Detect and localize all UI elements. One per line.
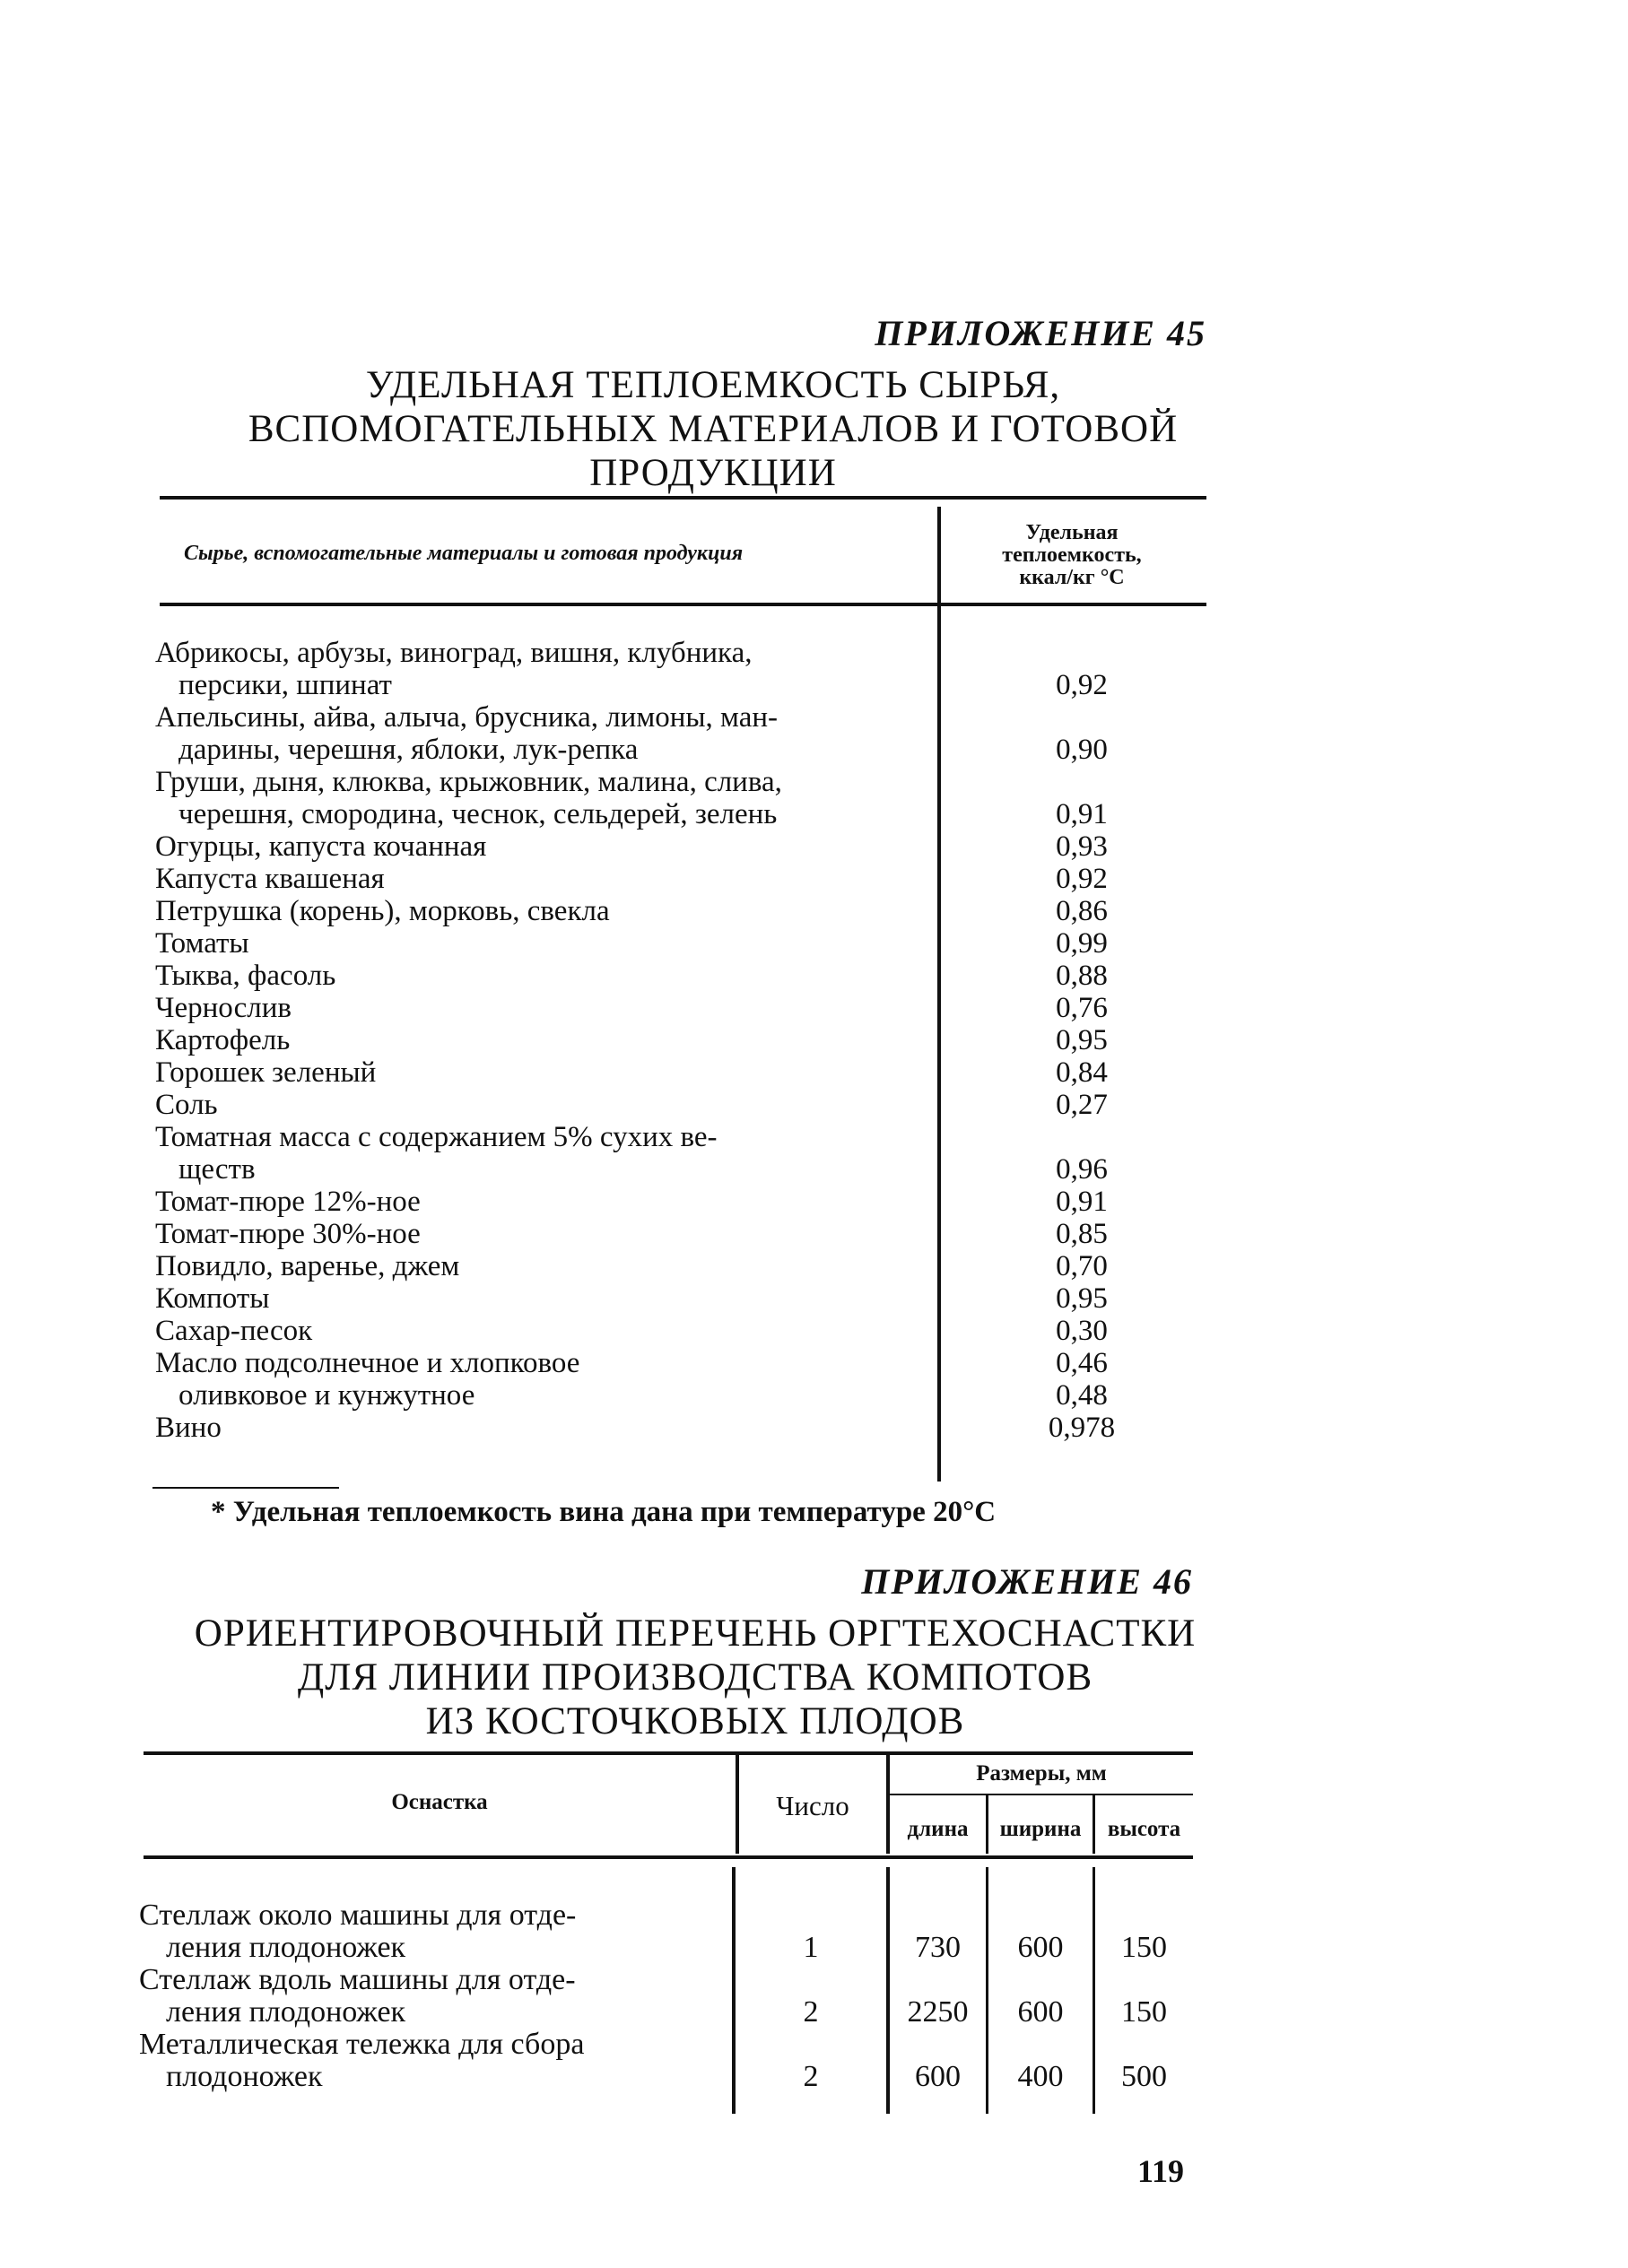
row-value: 0,95 [1056,1282,1108,1315]
row-value: 0,92 [1056,863,1108,895]
title-line: УДЕЛЬНАЯ ТЕПЛОЕМКОСТЬ СЫРЬЯ, [365,364,1061,406]
row-value: 0,91 [1056,1186,1108,1218]
row-value: 0,93 [1056,830,1108,863]
row-name: Тыква, фасоль [155,960,336,992]
header-line: Удельная [1025,521,1119,544]
row-value: 0,88 [1056,960,1108,992]
row-height: 500 [1121,2060,1167,2093]
row-name: Томатная масса с содержанием 5% сухих ве- ществ [155,1121,718,1186]
row-name: Масло подсолнечное и хлопковое [155,1347,580,1379]
appendix-46-label: ПРИЛОЖЕНИЕ 46 [861,1561,1193,1602]
header-line: ккал/кг °С [1019,566,1125,589]
row-width: 400 [1017,2060,1064,2093]
row-name: Томат-пюре 30%-ное [155,1218,421,1250]
row-value: 0,70 [1056,1250,1108,1282]
row-length: 2250 [907,1995,969,2029]
row-value: 0,85 [1056,1218,1108,1250]
footnote: * Удельная теплоемкость вина дана при температуре 20°С [211,1496,997,1528]
dims-group-rule [890,1794,1193,1795]
column-header-dimensions: Размеры, мм [976,1761,1107,1786]
row-count: 1 [803,1931,819,1964]
table-header-rule [160,603,1206,606]
row-name: Огурцы, капуста кочанная [155,830,487,863]
appendix-45-label: ПРИЛОЖЕНИЕ 45 [875,313,1206,353]
row-name: Стеллаж вдоль машины для отде- ления плодоножек [139,1963,576,2029]
footnote-rule [152,1487,339,1489]
column-header-materials: Сырье, вспомогательные материалы и готовая продукция [184,542,744,565]
title-line: ПРОДУКЦИИ [589,452,837,494]
row-name: Металлическая тележка для сбора плодоножек [139,2028,585,2093]
row-name: Чернослив [155,992,292,1024]
table-row [155,637,1206,701]
column-header-width: ширина [999,1817,1082,1841]
row-name: Повидло, варенье, джем [155,1250,460,1282]
column-header-heat-capacity [969,522,1175,589]
row-value: 0,978 [1048,1412,1116,1444]
row-length: 600 [915,2060,961,2093]
row-name: Томат-пюре 12%-ное [155,1186,421,1218]
column-header-height: высота [1107,1817,1181,1841]
row-name: Вино [155,1412,222,1444]
title-line: ДЛЯ ЛИНИИ ПРОИЗВОДСТВА КОМПОТОВ [297,1656,1093,1699]
table-row [0,2029,1193,2093]
row-value: 0,84 [1056,1056,1108,1089]
row-value: 0,46 [1056,1347,1108,1379]
row-value: 0,27 [1056,1089,1108,1121]
row-value: 0,96 [1056,1153,1108,1186]
row-count: 2 [803,1995,819,2029]
row-name: Груши, дыня, клюква, крыжовник, малина, слива, черешня, смородина, чеснок, сельдерей, зелень [155,766,782,830]
appendix-46-title [179,1612,1211,1743]
row-name: Компоты [155,1282,270,1315]
table-row [0,1899,1193,1964]
row-name: Горошек зеленый [155,1056,377,1089]
row-value: 0,90 [1056,734,1108,766]
row-height: 150 [1121,1931,1167,1964]
row-name: оливковое и кунжутное [178,1379,475,1412]
row-name: Сахар-песок [155,1315,313,1347]
row-value: 0,91 [1056,798,1108,830]
row-value: 0,99 [1056,927,1108,960]
column-header-length: длина [907,1817,969,1841]
table-row [155,766,1206,830]
row-value: 0,86 [1056,895,1108,927]
row-name: Петрушка (корень), морковь, свекла [155,895,610,927]
title-line: ВСПОМОГАТЕЛЬНЫХ МАТЕРИАЛОВ И ГОТОВОЙ [248,408,1179,450]
row-name: Томаты [155,927,249,960]
row-name: Картофель [155,1024,291,1056]
row-name: Апельсины, айва, алыча, брусника, лимоны, ман- дарины, черешня, яблоки, лук-репка [155,701,779,766]
header-line: теплоемкость, [1002,543,1142,567]
title-line: ОРИЕНТИРОВОЧНЫЙ ПЕРЕЧЕНЬ ОРГТЕХОСНАСТКИ [194,1612,1197,1655]
table-top-rule [144,1751,1193,1755]
table-row [0,1964,1193,2029]
row-name: Абрикосы, арбузы, виноград, вишня, клубника, персики, шпинат [155,637,753,701]
row-value: 0,95 [1056,1024,1108,1056]
row-height: 150 [1121,1995,1167,2029]
row-value: 0,76 [1056,992,1108,1024]
row-count: 2 [803,2060,819,2093]
row-length: 730 [915,1931,961,1964]
row-name: Соль [155,1089,218,1121]
row-name: Стеллаж около машины для отде- ления плодоножек [139,1899,577,1964]
column-header-item: Оснастка [391,1790,488,1814]
row-value: 0,48 [1056,1379,1108,1412]
page-number: 119 [1137,2153,1185,2189]
column-header-count: Число [776,1790,849,1821]
title-line: ИЗ КОСТОЧКОВЫХ ПЛОДОВ [425,1700,965,1742]
row-name: Капуста квашеная [155,863,385,895]
table-row [155,701,1206,766]
appendix-45-title [206,363,1220,495]
row-value: 0,30 [1056,1315,1108,1347]
table-top-rule [160,496,1206,500]
row-width: 600 [1017,1931,1064,1964]
table-row [155,1121,1206,1186]
row-width: 600 [1017,1995,1064,2029]
table-header-rule [144,1855,1193,1859]
row-value: 0,92 [1056,669,1108,701]
